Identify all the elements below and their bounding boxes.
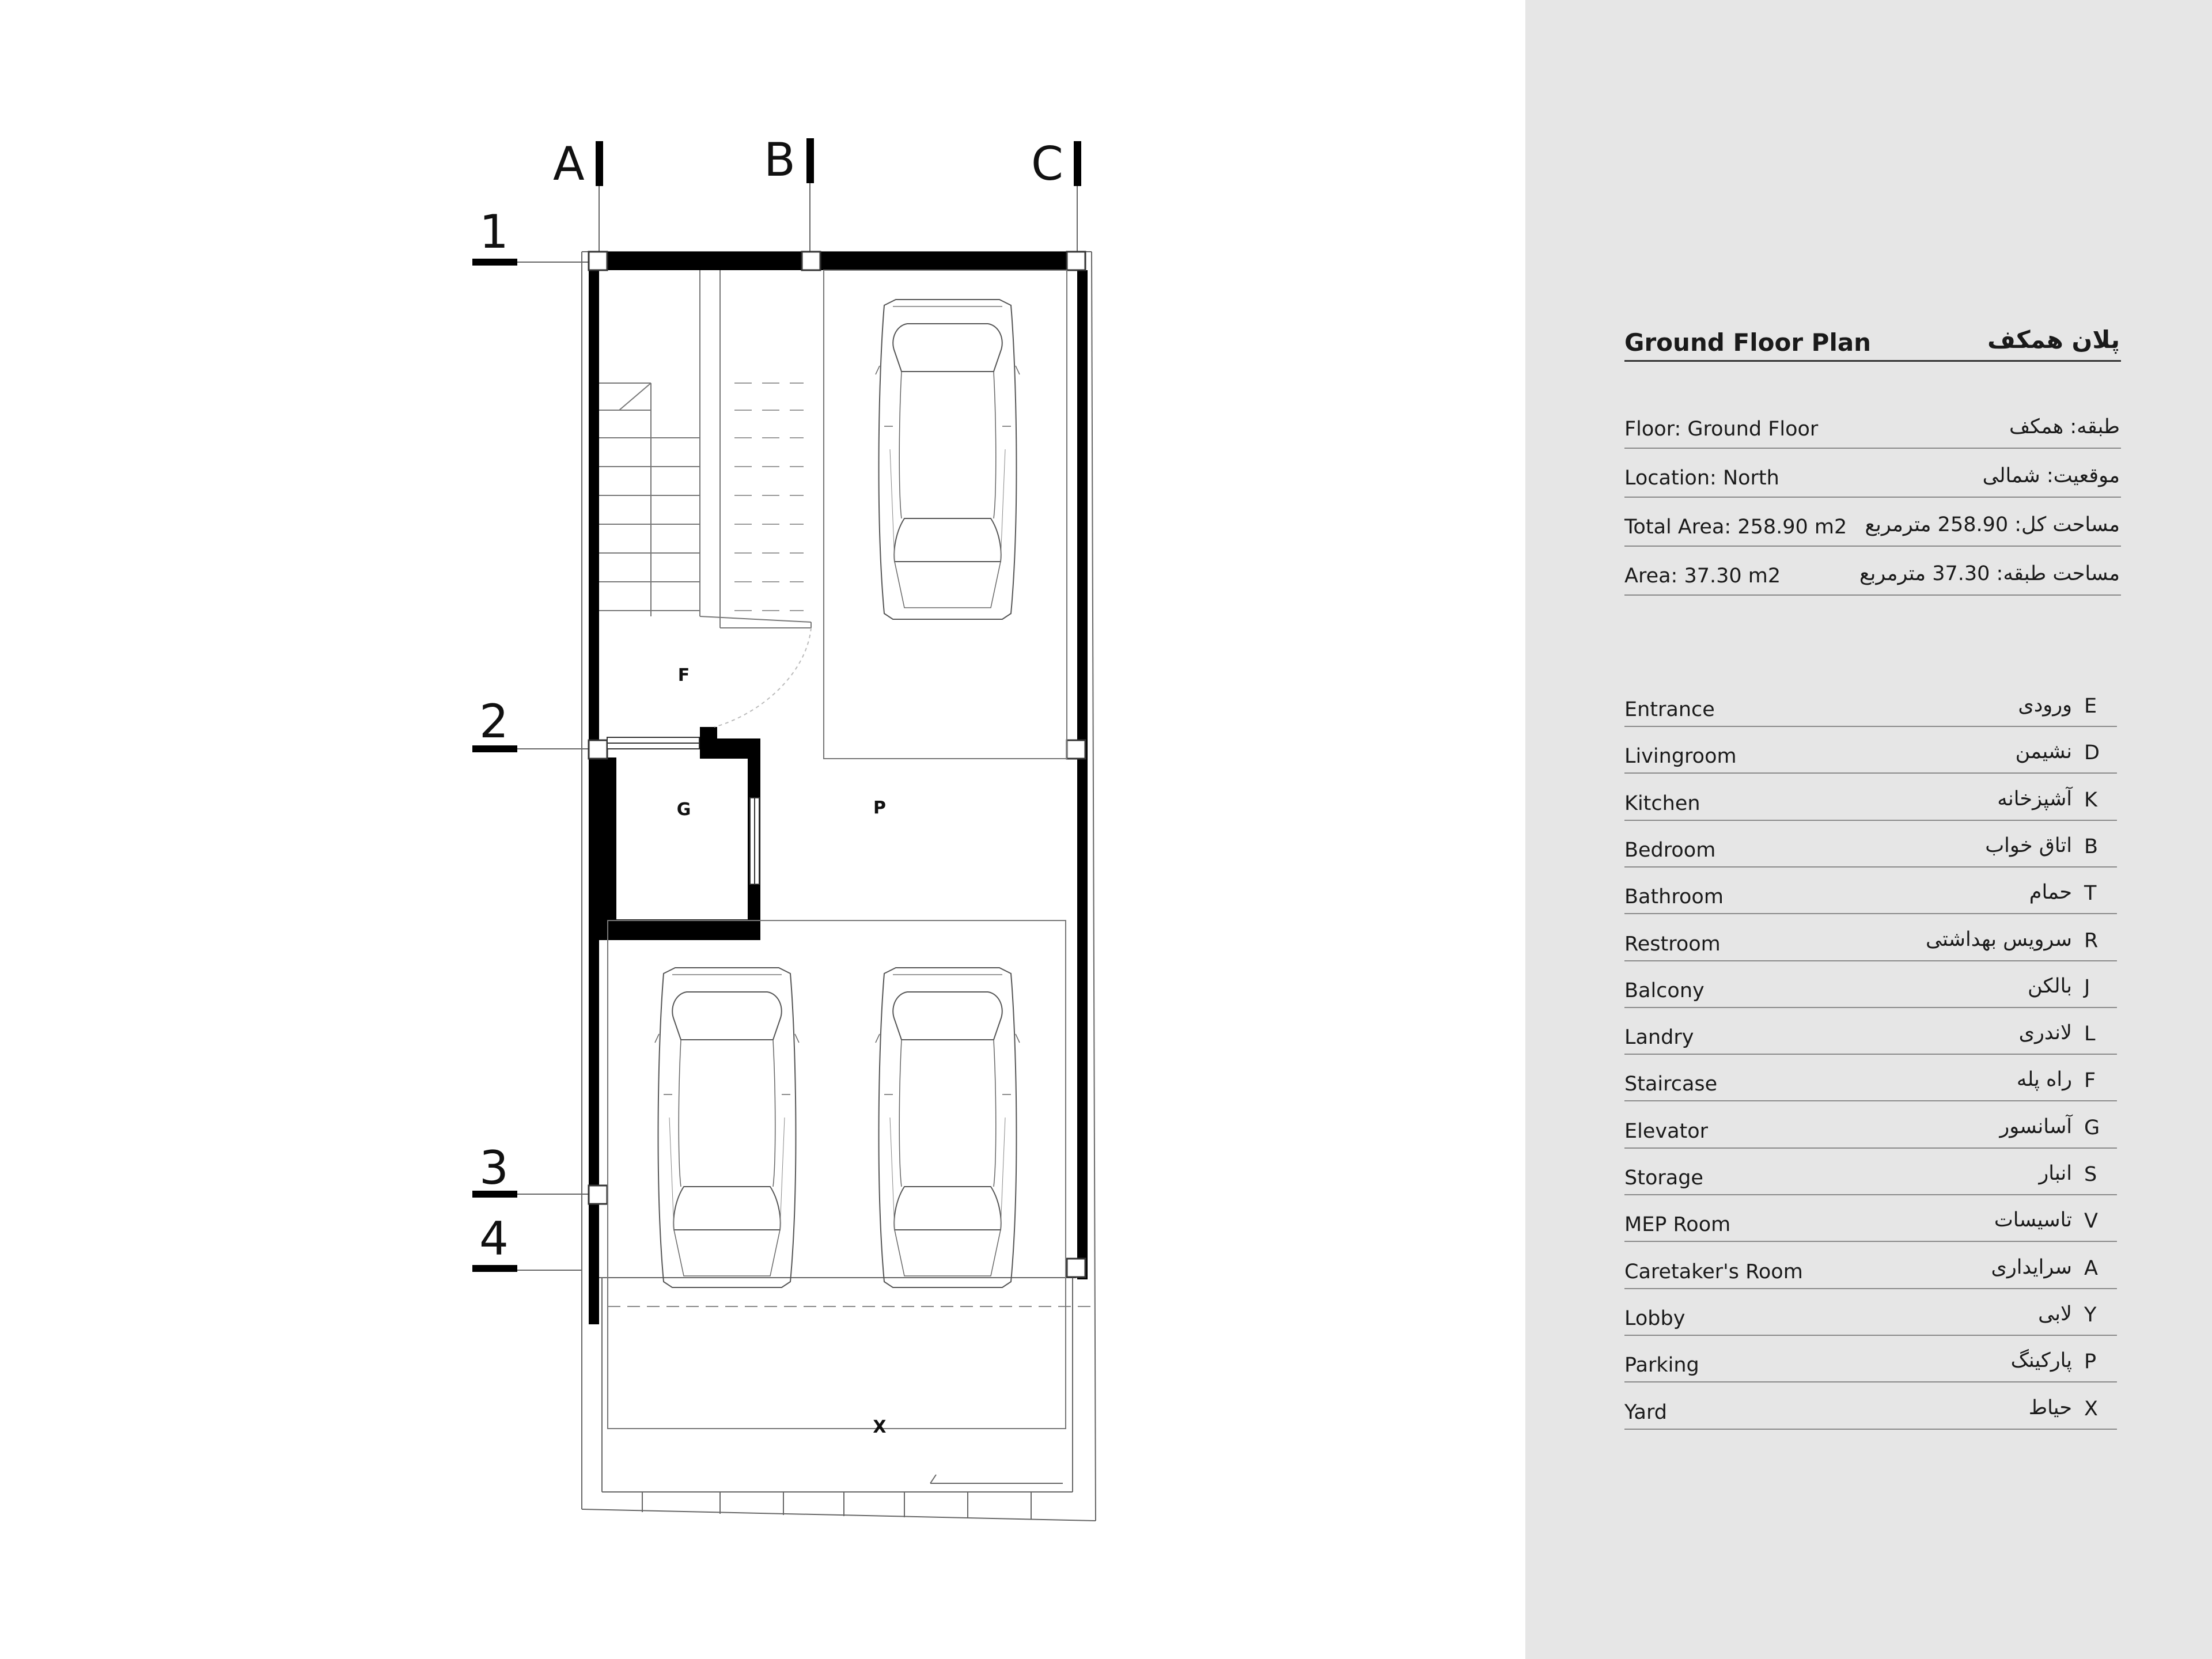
legend-room-name-en: Entrance: [1624, 698, 1715, 721]
legend-room-code: G: [2084, 1116, 2100, 1139]
cars: [655, 300, 1020, 1287]
legend-row-rule: [1624, 820, 2117, 821]
grid-label-a: A: [553, 137, 585, 191]
legend-room-name-en: Lobby: [1624, 1306, 1685, 1330]
legend-row-rule: [1624, 726, 2117, 727]
title-underline: [1624, 360, 2121, 362]
grid-label-4: 4: [479, 1212, 509, 1266]
legend-room-name-fa: انبار: [2039, 1162, 2072, 1185]
columns: [589, 252, 1085, 1277]
room-label-elevator: G: [676, 800, 691, 820]
info-row-label-en: Floor: Ground Floor: [1624, 418, 1819, 441]
legend-room-name-fa: حیاط: [2028, 1396, 2072, 1419]
grid-lines: [475, 141, 1077, 1270]
legend-room-code: L: [2084, 1022, 2096, 1046]
legend-room-code: P: [2084, 1350, 2097, 1374]
legend-row-rule: [1624, 1381, 2117, 1382]
legend-room-code: J: [2084, 975, 2090, 999]
info-panel: [1525, 0, 2212, 1659]
legend-room-name-fa: آسانسور: [1999, 1115, 2072, 1138]
info-row-label-fa: مساحت کل: 258.90 مترمربع: [1865, 513, 2120, 536]
legend-room-code: K: [2084, 788, 2097, 812]
info-row-rule: [1624, 497, 2121, 498]
legend-room-code: T: [2084, 882, 2097, 906]
legend-room-code: R: [2084, 929, 2099, 952]
legend-room-code: D: [2084, 741, 2100, 765]
grid-label-1: 1: [479, 205, 509, 259]
legend-room-name-en: Livingroom: [1624, 745, 1737, 768]
legend-room-code: S: [2084, 1163, 2097, 1186]
room-labels: [677, 665, 887, 1437]
legend-row-rule: [1624, 1194, 2117, 1195]
legend-row-rule: [1624, 913, 2117, 914]
title-persian: پلان همکف: [1987, 325, 2120, 354]
legend-room-name-en: Landry: [1624, 1026, 1694, 1050]
legend-row-rule: [1624, 866, 2117, 868]
legend-room-code: A: [2084, 1256, 2098, 1280]
legend-room-name-en: Restroom: [1624, 932, 1721, 956]
legend-room-name-en: Bedroom: [1624, 838, 1716, 862]
info-row-label-en: Total Area: 258.90 m2: [1624, 516, 1847, 539]
legend-row-rule: [1624, 1335, 2117, 1336]
legend-row-rule: [1624, 1100, 2117, 1101]
grid-label-3: 3: [479, 1141, 509, 1195]
legend-row-rule: [1624, 772, 2117, 774]
grid-markers: [472, 138, 1081, 1272]
legend-room-name-fa: سرویس بهداشتی: [1925, 927, 2072, 951]
grid-labels: [479, 133, 1063, 1266]
legend-room-code: B: [2084, 835, 2099, 858]
legend-room-code: F: [2084, 1069, 2096, 1093]
info-row-label-fa: موقعیت: شمالی: [1982, 464, 2120, 487]
staircase-drawing: [599, 270, 811, 727]
info-row-label-fa: مساحت طبقه: 37.30 مترمربع: [1859, 562, 2120, 585]
grid-label-c: C: [1031, 137, 1063, 191]
legend-room-name-fa: آشپزخانه: [1997, 787, 2072, 810]
site-boundary: [582, 252, 1096, 1521]
legend-room-name-fa: لاندری: [2018, 1021, 2072, 1045]
legend-room-name-en: Yard: [1624, 1400, 1667, 1424]
legend-row-rule: [1624, 1147, 2117, 1149]
legend-room-name-fa: پارکینگ: [2010, 1349, 2072, 1373]
room-label-yard: X: [873, 1417, 887, 1437]
legend-row-rule: [1624, 1007, 2117, 1008]
legend-room-name-en: Staircase: [1624, 1073, 1718, 1096]
legend-room-name-fa: ورودی: [2018, 694, 2072, 717]
legend-room-name-en: Caretaker's Room: [1624, 1260, 1803, 1283]
grid-label-b: B: [764, 133, 796, 187]
legend-room-name-en: Parking: [1624, 1354, 1699, 1377]
legend-room-name-en: Balcony: [1624, 979, 1705, 1002]
info-row-label-fa: طبقه: همکف: [2009, 415, 2120, 438]
legend-room-name-fa: راه پله: [2016, 1068, 2072, 1092]
legend-room-name-en: Elevator: [1624, 1119, 1709, 1143]
info-row-rule: [1624, 546, 2121, 547]
legend-room-name-en: Kitchen: [1624, 791, 1700, 815]
legend-room-name-fa: اتاق خواب: [1985, 834, 2072, 857]
legend-room-name-en: MEP Room: [1624, 1213, 1731, 1237]
walls: [589, 252, 1088, 1324]
legend-room-name-fa: نشیمن: [2015, 740, 2072, 764]
legend-row-rule: [1624, 1241, 2117, 1242]
info-row-rule: [1624, 594, 2121, 596]
legend-room-code: V: [2084, 1210, 2098, 1233]
title-english: Ground Floor Plan: [1624, 328, 1872, 357]
legend-row-rule: [1624, 960, 2117, 961]
legend-room-code: E: [2084, 695, 2097, 718]
legend-room-code: Y: [2084, 1303, 2097, 1327]
legend-room-name-en: Bathroom: [1624, 885, 1724, 909]
legend-row-rule: [1624, 1288, 2117, 1289]
room-label-parking: P: [873, 798, 886, 818]
legend-room-name-fa: لابی: [2038, 1302, 2072, 1325]
grid-label-2: 2: [479, 695, 509, 748]
legend-room-name-fa: بالکن: [2027, 974, 2072, 998]
legend-room-name-fa: سرایداری: [1991, 1255, 2072, 1279]
info-row-label-en: Area: 37.30 m2: [1624, 565, 1781, 588]
parking-bays: [608, 270, 1067, 1429]
legend-room-name-fa: تاسیسات: [1994, 1209, 2072, 1232]
info-row-label-en: Location: North: [1624, 467, 1779, 490]
legend-room-name-fa: حمام: [2029, 881, 2072, 904]
legend-room-name-en: Storage: [1624, 1166, 1703, 1190]
legend-row-rule: [1624, 1054, 2117, 1055]
legend-row-rule: [1624, 1429, 2117, 1430]
legend-room-code: X: [2084, 1397, 2098, 1421]
info-row-rule: [1624, 448, 2121, 449]
room-label-staircase: F: [677, 665, 690, 685]
